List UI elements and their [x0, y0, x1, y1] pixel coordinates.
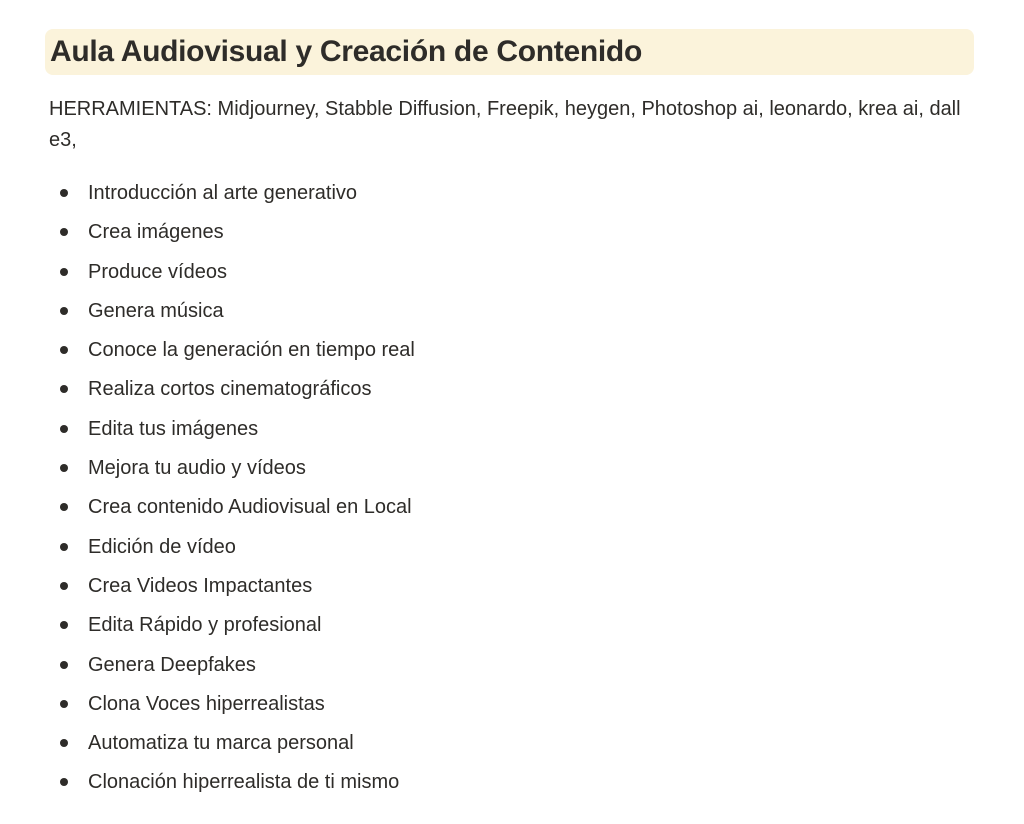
bullet-icon: [60, 385, 68, 393]
bullet-icon: [60, 739, 68, 747]
page-title: Aula Audiovisual y Creación de Contenido: [50, 35, 642, 68]
bullet-icon: [60, 543, 68, 551]
tools-paragraph: HERRAMIENTAS: Midjourney, Stabble Diffusion, Freepik, heygen, Photoshop ai, leonardo, krea ai, dall e3,: [49, 98, 961, 151]
list-item-text: Automatiza tu marca personal: [88, 732, 354, 755]
list-item-text: Introducción al arte generativo: [88, 182, 358, 204]
bullet-icon: [60, 268, 68, 276]
list-item-text: Crea Videos Impactantes: [88, 574, 313, 597]
list-item-text: Edita tus imágenes: [88, 417, 259, 440]
list-item-text: Realiza cortos cinematográficos: [88, 378, 372, 401]
list-item-text: Mejora tu audio y vídeos: [88, 457, 306, 480]
list-item-text: Clona Voces hiperrealistas: [88, 692, 325, 715]
list-item-text: Produce vídeos: [88, 260, 227, 283]
list-item-text: Edición de vídeo: [88, 535, 236, 558]
bullet-icon: [60, 228, 68, 236]
list-item-text: Clonación hiperrealista de ti mismo: [88, 771, 400, 794]
bullet-icon: [60, 189, 68, 197]
list-item-text: Crea imágenes: [88, 221, 224, 244]
bullet-icon: [60, 307, 68, 315]
bullet-icon: [60, 582, 68, 590]
bullet-icon: [60, 464, 68, 472]
bullet-icon: [60, 621, 68, 629]
bullet-icon: [60, 700, 68, 708]
list-item-text: Genera Deepfakes: [88, 653, 256, 676]
list-item-text: Edita Rápido y profesional: [88, 614, 322, 637]
bullet-icon: [60, 346, 68, 354]
bullet-icon: [60, 503, 68, 511]
bullet-icon: [60, 778, 68, 786]
bullet-icon: [60, 661, 68, 669]
list-item-text: Conoce la generación en tiempo real: [88, 339, 415, 362]
bullet-icon: [60, 425, 68, 433]
heading-highlight-block: [45, 29, 974, 75]
list-item-text: Genera música: [88, 299, 224, 322]
list-item-text: Crea contenido Audiovisual en Local: [88, 496, 412, 519]
